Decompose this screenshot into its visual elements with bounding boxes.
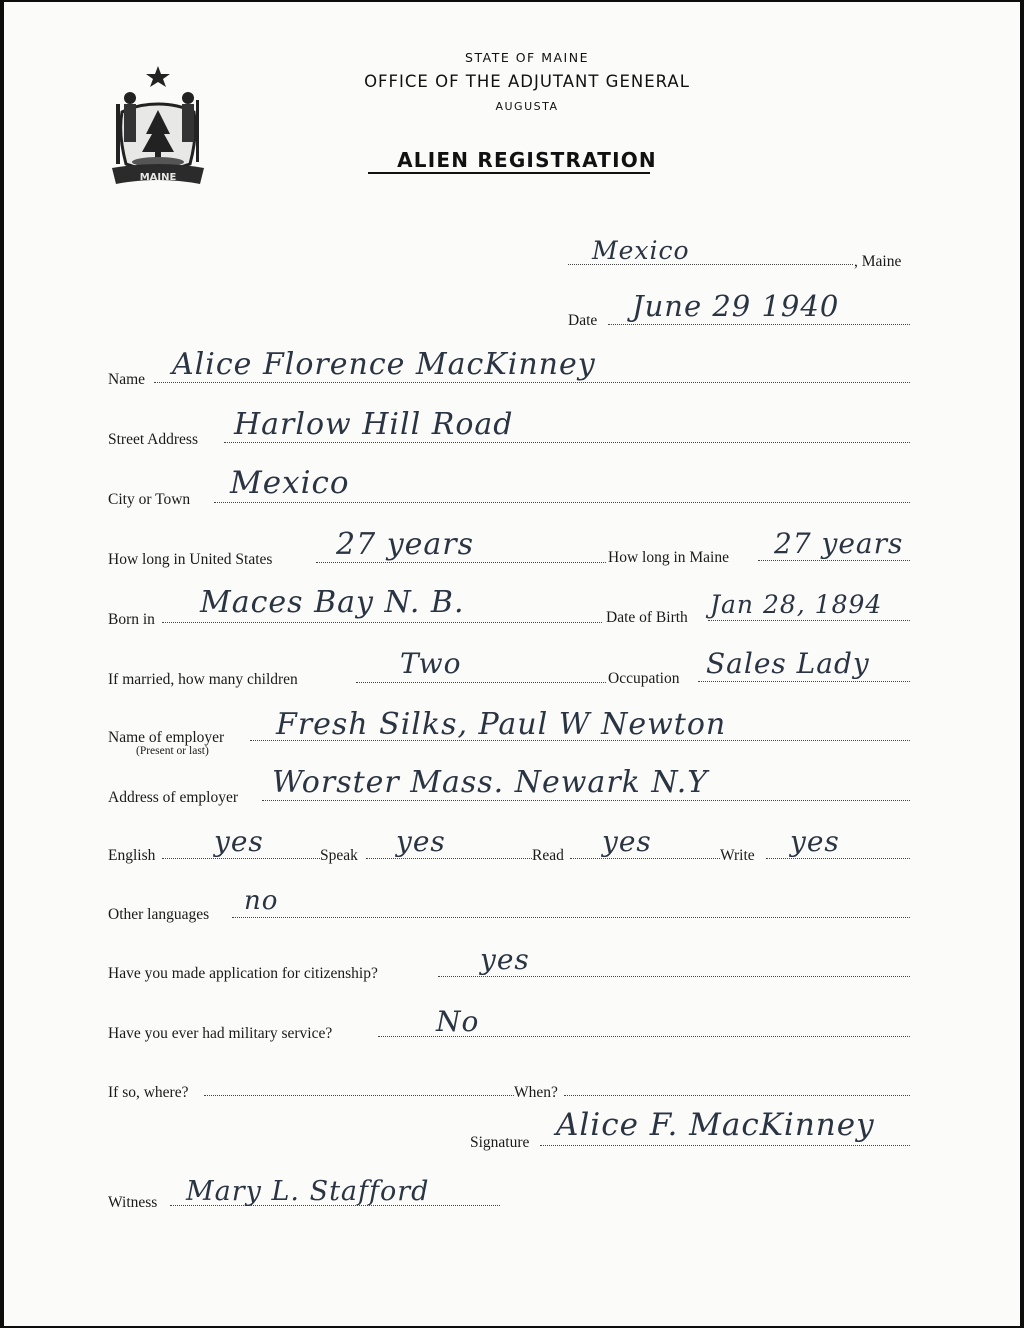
how-long-us-label: How long in United States <box>108 551 273 568</box>
registration-form <box>4 2 1020 1326</box>
children-value[interactable]: Two <box>400 647 462 680</box>
where-label: If so, where? <box>108 1084 189 1101</box>
date-line <box>608 324 910 325</box>
where-line <box>204 1095 514 1096</box>
name-label: Name <box>108 371 146 388</box>
signature-value[interactable]: Alice F. MacKinney <box>556 1107 875 1143</box>
city-label: City or Town <box>108 491 191 508</box>
how-long-maine-line <box>758 560 910 561</box>
employer-value[interactable]: Fresh Silks, Paul W Newton <box>276 707 727 742</box>
other-languages-line <box>232 917 910 918</box>
signature-line <box>540 1145 910 1146</box>
name-value[interactable]: Alice Florence MacKinney <box>172 347 596 382</box>
how-long-maine-value[interactable]: 27 years <box>774 527 904 560</box>
when-line <box>564 1095 910 1096</box>
employer-sublabel: (Present or last) <box>136 745 209 757</box>
english-line <box>162 858 320 859</box>
dob-label: Date of Birth <box>606 609 688 626</box>
city-heading: AUGUSTA <box>495 100 559 113</box>
military-label: Have you ever had military service? <box>108 1025 333 1042</box>
occupation-line <box>698 681 910 682</box>
witness-value[interactable]: Mary L. Stafford <box>186 1176 430 1207</box>
english-label: English <box>108 847 156 864</box>
state-heading: STATE OF MAINE <box>465 50 589 65</box>
read-value[interactable]: yes <box>602 825 652 858</box>
write-value[interactable]: yes <box>790 825 840 858</box>
write-label: Write <box>720 847 755 864</box>
town-value[interactable]: Mexico <box>592 236 690 265</box>
citizenship-value[interactable]: yes <box>480 943 530 976</box>
town-suffix: , Maine <box>854 253 902 270</box>
dob-line <box>708 620 910 621</box>
other-languages-value[interactable]: no <box>244 886 279 916</box>
street-label: Street Address <box>108 431 198 448</box>
office-heading: OFFICE OF THE ADJUTANT GENERAL <box>364 72 690 91</box>
speak-line <box>366 858 532 859</box>
how-long-maine-label: How long in Maine <box>608 549 729 566</box>
speak-label: Speak <box>320 847 358 864</box>
dob-value[interactable]: Jan 28, 1894 <box>710 590 883 619</box>
street-line <box>224 442 910 443</box>
employer-address-value[interactable]: Worster Mass. Newark N.Y <box>272 765 709 800</box>
city-line <box>214 502 910 503</box>
english-value[interactable]: yes <box>214 825 264 858</box>
speak-value[interactable]: yes <box>396 825 446 858</box>
employer-address-label: Address of employer <box>108 789 238 806</box>
born-in-value[interactable]: Maces Bay N. B. <box>200 585 465 620</box>
occupation-value[interactable]: Sales Lady <box>706 647 870 680</box>
when-label: When? <box>514 1084 558 1101</box>
read-label: Read <box>532 847 564 864</box>
born-in-label: Born in <box>108 611 155 628</box>
how-long-us-line <box>316 562 606 563</box>
date-value[interactable]: June 29 1940 <box>632 289 840 323</box>
children-label: If married, how many children <box>108 671 298 688</box>
employer-label: Name of employer <box>108 729 225 746</box>
city-value[interactable]: Mexico <box>230 465 350 501</box>
witness-label: Witness <box>108 1194 158 1211</box>
signature-label: Signature <box>470 1134 530 1151</box>
citizenship-line <box>438 976 910 977</box>
write-line <box>766 858 910 859</box>
other-languages-label: Other languages <box>108 906 210 923</box>
name-line <box>154 382 910 383</box>
form-title: ALIEN REGISTRATION <box>397 148 657 172</box>
read-line <box>570 858 720 859</box>
title-underline <box>368 172 650 174</box>
military-value[interactable]: No <box>436 1005 480 1038</box>
occupation-label: Occupation <box>608 670 680 687</box>
street-value[interactable]: Harlow Hill Road <box>234 407 514 442</box>
citizenship-label: Have you made application for citizenship? <box>108 965 378 982</box>
how-long-us-value[interactable]: 27 years <box>336 527 475 562</box>
date-label: Date <box>568 312 598 329</box>
born-in-line <box>162 622 602 623</box>
employer-address-line <box>262 800 910 801</box>
children-line <box>356 682 606 683</box>
seal-label: MAINE <box>139 172 177 183</box>
